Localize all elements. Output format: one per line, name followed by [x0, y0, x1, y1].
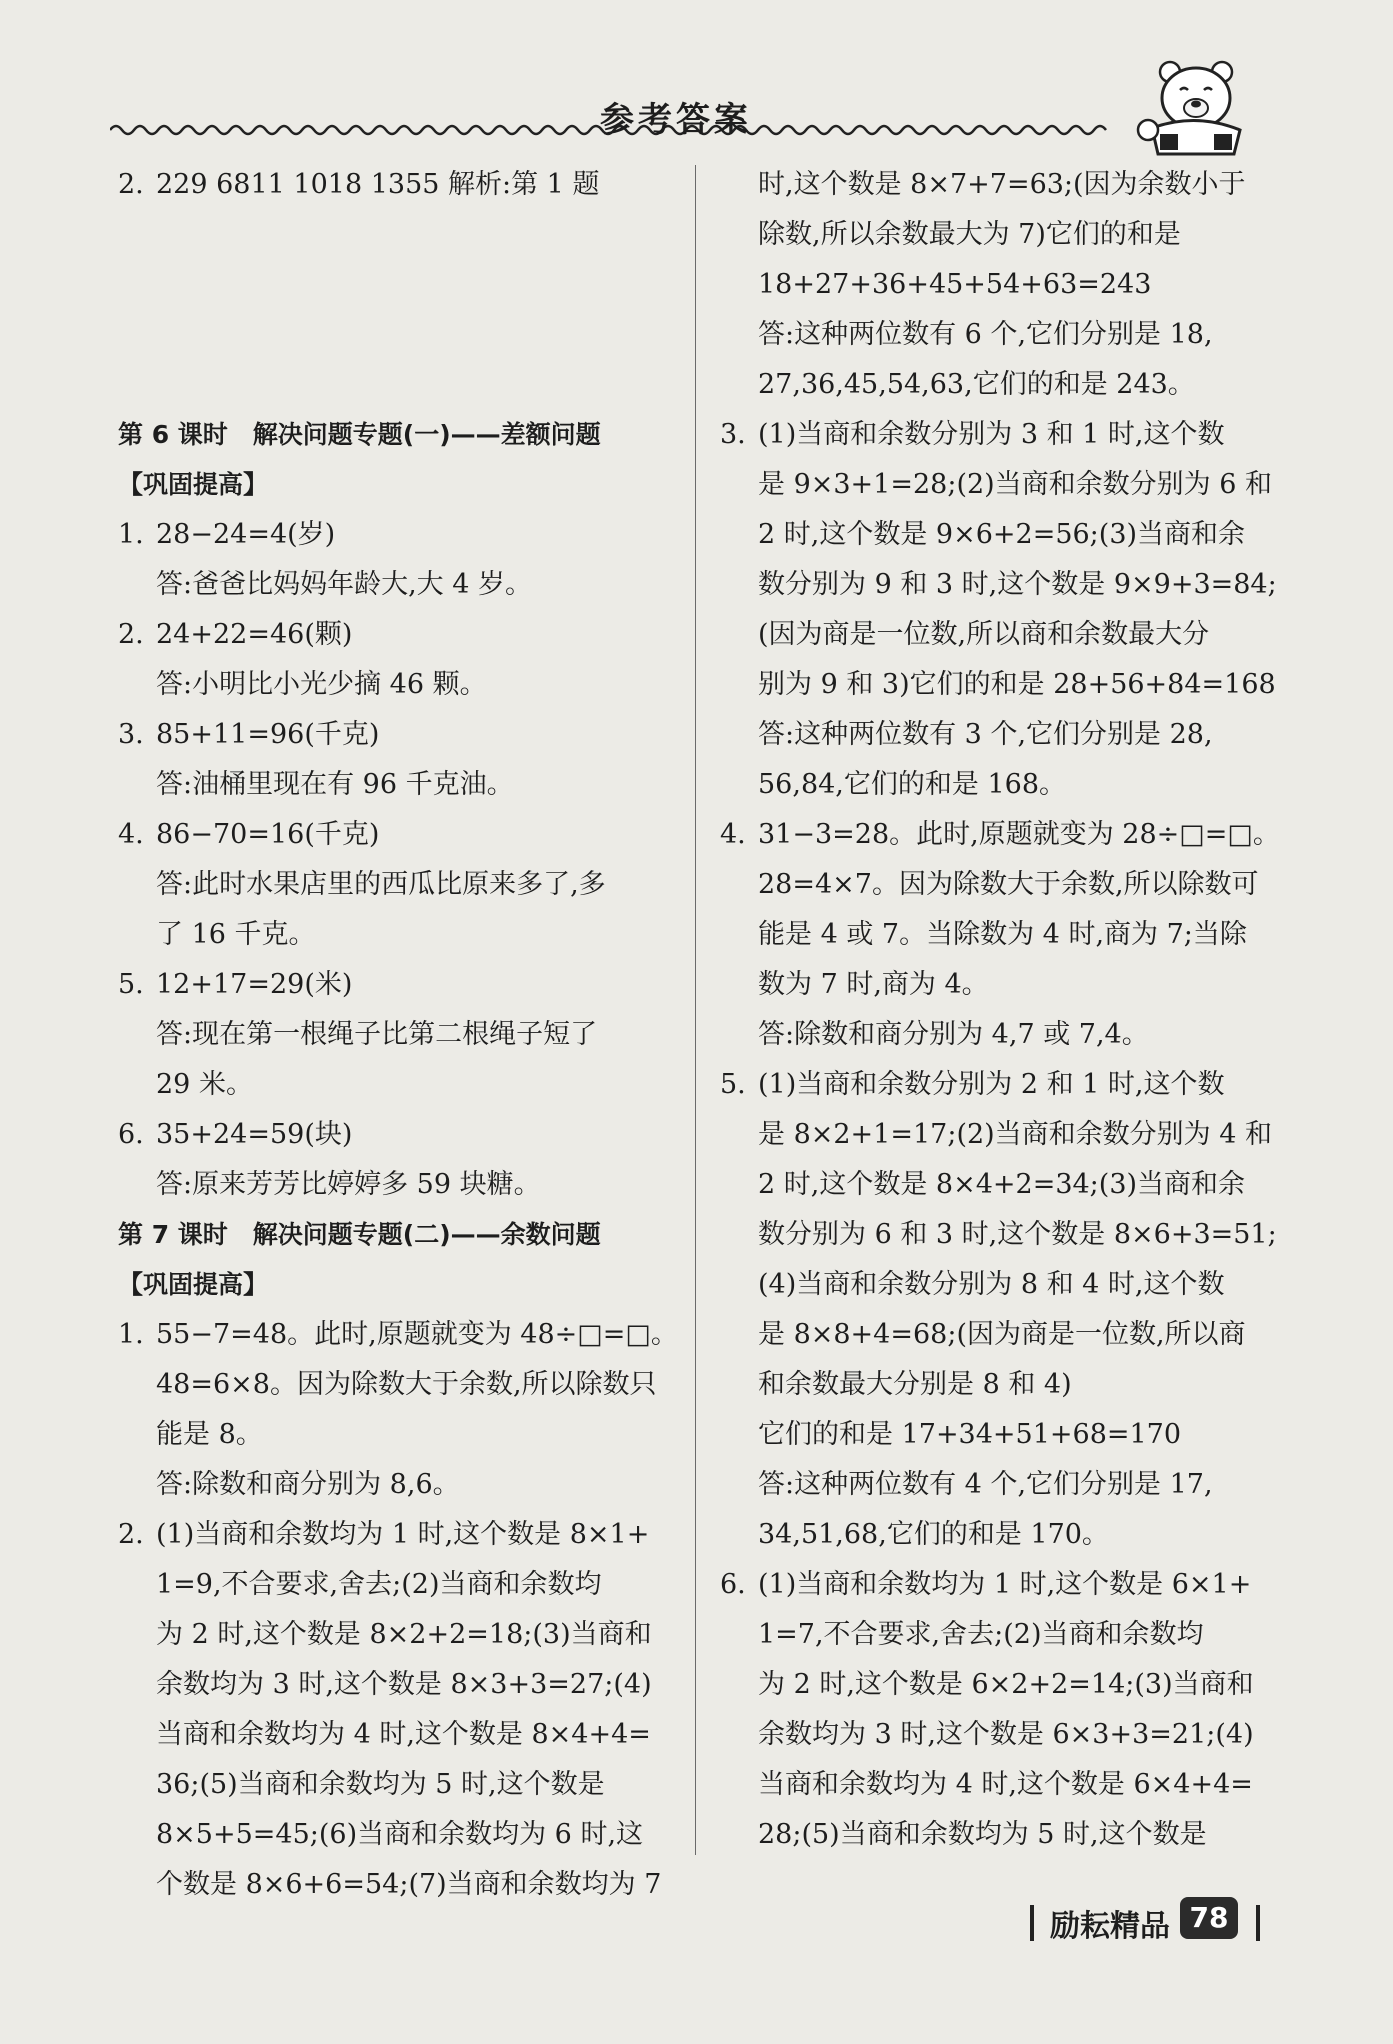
continuation-line: 答:小明比小光少摘 46 颗。 — [156, 669, 487, 700]
item-number: 5. — [720, 1069, 746, 1100]
section-heading: 第 6 课时 解决问题专题(一)——差额问题 — [118, 420, 601, 449]
bear-mascot-icon — [1130, 50, 1250, 160]
item-number: 2. — [118, 619, 144, 650]
continuation-line: 答:此时水果店里的西瓜比原来多了,多 — [156, 869, 606, 900]
item-number: 2. — [118, 169, 144, 200]
continuation-line: 能是 8。 — [156, 1419, 263, 1450]
continuation-line: 48=6×8。因为除数大于余数,所以除数只 — [156, 1369, 657, 1400]
continuation-line: 1=7,不合要求,舍去;(2)当商和余数均 — [758, 1619, 1204, 1650]
numbered-line — [118, 160, 663, 210]
continuation-line: 为 2 时,这个数是 8×2+2=18;(3)当商和 — [156, 1619, 652, 1650]
continuation-line: 答:除数和商分别为 4,7 或 7,4。 — [758, 1019, 1149, 1050]
item-number: 1. — [118, 1319, 144, 1350]
numbered-line — [118, 810, 663, 860]
item-text: (1)当商和余数均为 1 时,这个数是 6×1+ — [758, 1569, 1252, 1600]
continuation-line: 28;(5)当商和余数均为 5 时,这个数是 — [758, 1819, 1207, 1850]
continuation-line: 答:现在第一根绳子比第二根绳子短了 — [156, 1019, 598, 1050]
page-number: 78 — [1180, 1897, 1238, 1939]
continuation-line: 18+27+36+45+54+63=243 — [758, 269, 1152, 300]
continuation-line: 别为 9 和 3)它们的和是 28+56+84=168 — [758, 669, 1276, 700]
item-text: 31−3=28。此时,原题就变为 28÷□=□。 — [758, 819, 1280, 850]
continuation-line: 答:爸爸比妈妈年龄大,大 4 岁。 — [156, 569, 533, 600]
item-text: (1)当商和余数均为 1 时,这个数是 8×1+ — [156, 1519, 650, 1550]
item-text: 24+22=46(颗) — [156, 619, 353, 650]
item-number: 3. — [118, 719, 144, 750]
item-text: 28−24=4(岁) — [156, 519, 336, 550]
item-number: 4. — [118, 819, 144, 850]
continuation-line: 答:这种两位数有 6 个,它们分别是 18, — [758, 319, 1213, 350]
item-text: (1)当商和余数分别为 3 和 1 时,这个数 — [758, 419, 1225, 450]
continuation-line: 了 16 千克。 — [156, 919, 316, 950]
item-number: 5. — [118, 969, 144, 1000]
footer-bar-right — [1256, 1905, 1260, 1941]
continuation-line: 答:这种两位数有 4 个,它们分别是 17, — [758, 1469, 1213, 1500]
continuation-line: 余数均为 3 时,这个数是 8×3+3=27;(4) — [156, 1669, 652, 1700]
numbered-line — [118, 1510, 663, 1560]
footer-bar-left — [1030, 1905, 1034, 1941]
continuation-line: 28=4×7。因为除数大于余数,所以除数可 — [758, 869, 1259, 900]
subsection-label: 【巩固提高】 — [118, 1270, 269, 1299]
continuation-line: 29 米。 — [156, 1069, 253, 1100]
continuation-line — [118, 210, 663, 260]
continuation-line: 当商和余数均为 4 时,这个数是 6×4+4= — [758, 1769, 1253, 1800]
item-text: (1)当商和余数分别为 2 和 1 时,这个数 — [758, 1069, 1225, 1100]
numbered-line — [720, 810, 1280, 860]
continuation-line: 1=9,不合要求,舍去;(2)当商和余数均 — [156, 1569, 602, 1600]
page-title: 参考答案 — [600, 100, 752, 140]
continuation-line: 能是 4 或 7。当除数为 4 时,商为 7;当除 — [758, 919, 1247, 950]
item-text: 55−7=48。此时,原题就变为 48÷□=□。 — [156, 1319, 678, 1350]
continuation-line: 答:这种两位数有 3 个,它们分别是 28, — [758, 719, 1213, 750]
item-number: 4. — [720, 819, 746, 850]
column-divider — [695, 165, 696, 1855]
numbered-line — [720, 1560, 1265, 1610]
numbered-line — [118, 510, 663, 560]
continuation-line: 8×5+5=45;(6)当商和余数均为 6 时,这 — [156, 1819, 644, 1850]
continuation-line: 数分别为 6 和 3 时,这个数是 8×6+3=51; — [758, 1219, 1277, 1250]
continuation-line: 和余数最大分别是 8 和 4) — [758, 1369, 1072, 1400]
continuation-line: 是 8×2+1=17;(2)当商和余数分别为 4 和 — [758, 1119, 1273, 1150]
continuation-line: 2 时,这个数是 9×6+2=56;(3)当商和余 — [758, 519, 1246, 550]
numbered-line — [118, 960, 663, 1010]
continuation-line: 它们的和是 17+34+51+68=170 — [758, 1419, 1182, 1450]
continuation-line: 36;(5)当商和余数均为 5 时,这个数是 — [156, 1769, 605, 1800]
subsection-label: 【巩固提高】 — [118, 470, 269, 499]
item-number: 6. — [720, 1569, 746, 1600]
continuation-line: 是 9×3+1=28;(2)当商和余数分别为 6 和 — [758, 469, 1273, 500]
item-number: 2. — [118, 1519, 144, 1550]
continuation-line: (因为商是一位数,所以商和余数最大分 — [758, 619, 1210, 650]
item-text: 35+24=59(块) — [156, 1119, 353, 1150]
page-header — [110, 70, 1260, 160]
continuation-line: 个数是 8×6+6=54;(7)当商和余数均为 7 — [156, 1869, 662, 1900]
item-number: 1. — [118, 519, 144, 550]
numbered-line — [118, 710, 663, 760]
item-number: 6. — [118, 1119, 144, 1150]
continuation-line: 2 时,这个数是 8×4+2=34;(3)当商和余 — [758, 1169, 1246, 1200]
continuation-line: (4)当商和余数分别为 8 和 4 时,这个数 — [758, 1269, 1225, 1300]
continuation-line: 除数,所以余数最大为 7)它们的和是 — [758, 219, 1181, 250]
section-heading: 第 7 课时 解决问题专题(二)——余数问题 — [118, 1220, 601, 1249]
numbered-line — [720, 1060, 1265, 1110]
numbered-line — [118, 1310, 678, 1360]
left-column — [118, 160, 678, 1910]
numbered-line — [118, 610, 663, 660]
continuation-line: 是 8×8+4=68;(因为商是一位数,所以商 — [758, 1319, 1246, 1350]
continuation-line: 当商和余数均为 4 时,这个数是 8×4+4= — [156, 1719, 651, 1750]
item-text: 85+11=96(千克) — [156, 719, 380, 750]
continuation-line: 数分别为 9 和 3 时,这个数是 9×9+3=84; — [758, 569, 1277, 600]
continuation-line: 余数均为 3 时,这个数是 6×3+3=21;(4) — [758, 1719, 1254, 1750]
continuation-line: 34,51,68,它们的和是 170。 — [758, 1519, 1109, 1550]
item-text: 12+17=29(米) — [156, 969, 353, 1000]
continuation-line: 答:油桶里现在有 96 千克油。 — [156, 769, 514, 800]
continuation-line — [118, 360, 663, 410]
item-number: 3. — [720, 419, 746, 450]
continuation-line: 答:除数和商分别为 8,6。 — [156, 1469, 460, 1500]
numbered-line — [118, 1110, 663, 1160]
continuation-line: 56,84,它们的和是 168。 — [758, 769, 1066, 800]
continuation-line: 为 2 时,这个数是 6×2+2=14;(3)当商和 — [758, 1669, 1254, 1700]
footer-brand: 励耘精品 — [1050, 1909, 1170, 1944]
continuation-line: 数为 7 时,商为 4。 — [758, 969, 989, 1000]
right-column — [720, 160, 1280, 1860]
numbered-line — [720, 410, 1265, 460]
continuation-line: 答:原来芳芳比婷婷多 59 块糖。 — [156, 1169, 541, 1200]
continuation-line — [118, 260, 663, 310]
continuation-line: 时,这个数是 8×7+7=63;(因为余数小于 — [758, 169, 1246, 200]
item-text: 229 6811 1018 1355 解析:第 1 题 — [156, 169, 600, 200]
item-text: 86−70=16(千克) — [156, 819, 380, 850]
continuation-line — [118, 310, 663, 360]
continuation-line: 27,36,45,54,63,它们的和是 243。 — [758, 369, 1195, 400]
